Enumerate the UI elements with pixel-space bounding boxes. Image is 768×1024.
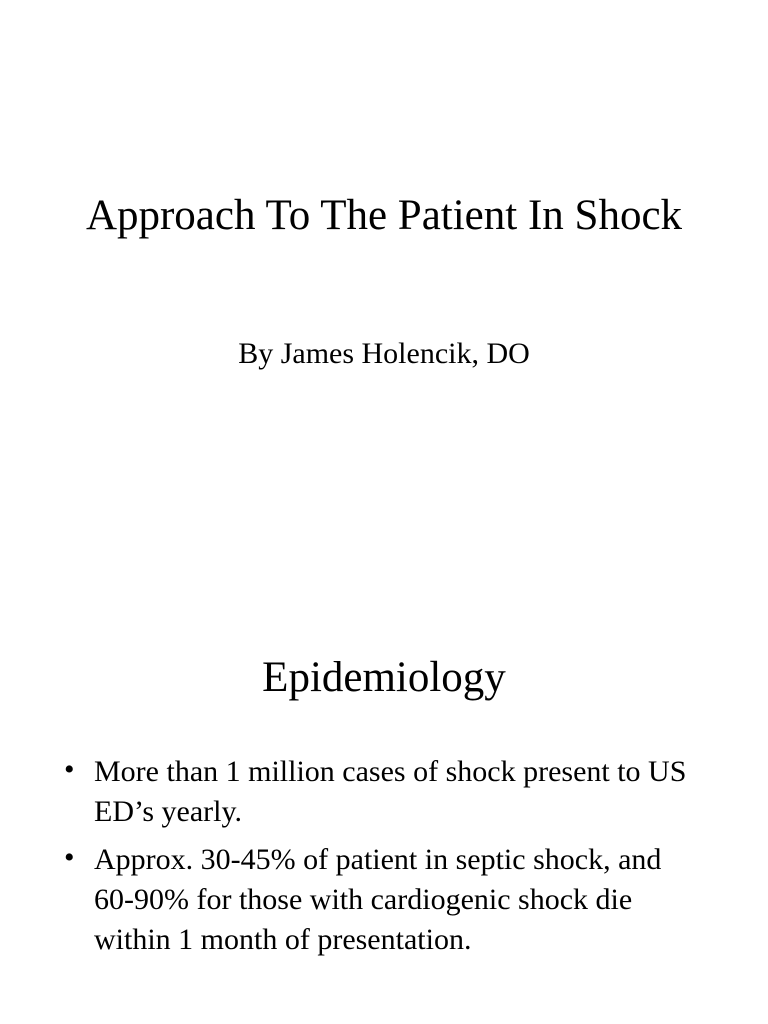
bullet-text: More than 1 million cases of shock present to US ED’s yearly. <box>94 755 687 828</box>
bullet-text: Approx. 30-45% of patient in septic shock, and 60-90% for those with cardiogenic shock die within 1 month of presentation. <box>94 843 662 956</box>
presentation-author: By James Holencik, DO <box>238 337 530 370</box>
list-item <box>60 840 700 960</box>
epidemiology-slide <box>0 512 768 1024</box>
slide-title: Epidemiology <box>262 654 506 701</box>
list-item <box>60 752 700 832</box>
bullet-list <box>60 752 700 968</box>
bullet-icon: • <box>64 841 75 874</box>
bullet-icon: • <box>64 753 75 786</box>
presentation-title: Approach To The Patient In Shock <box>85 192 683 239</box>
